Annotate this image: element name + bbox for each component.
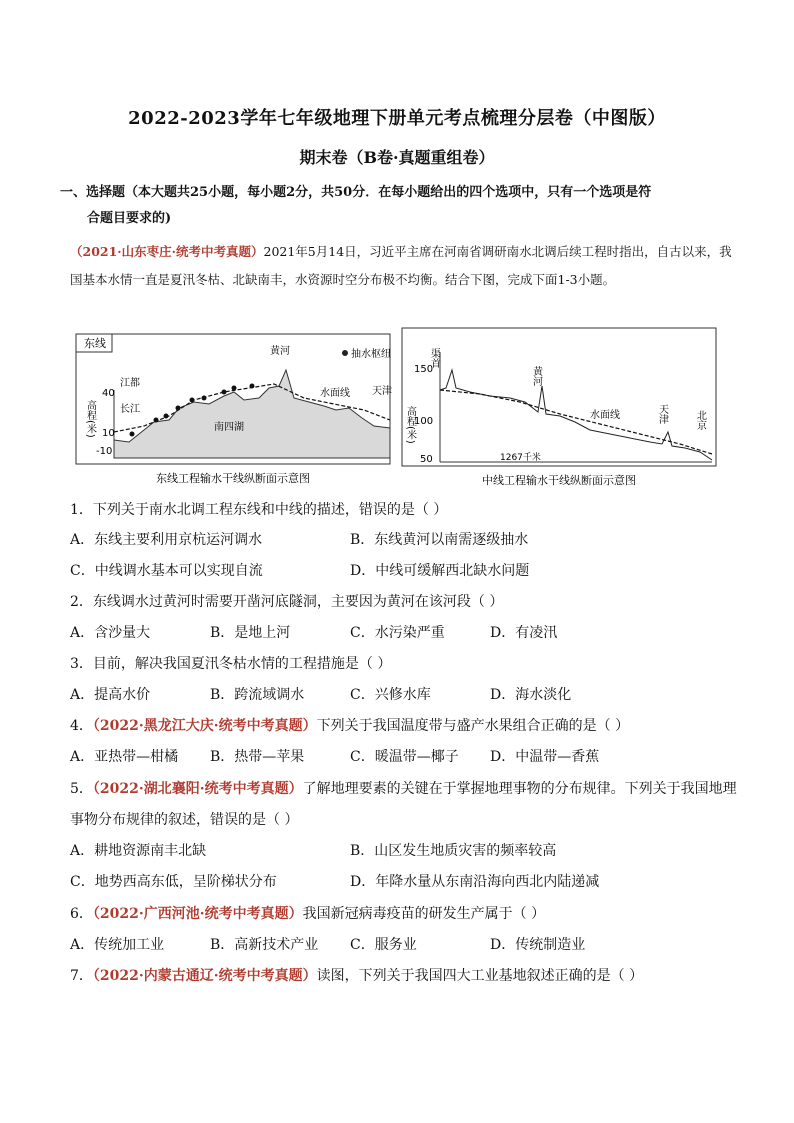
q5-number: 5． bbox=[70, 781, 93, 797]
mid-place-tianjin: 天津 bbox=[656, 404, 668, 424]
east-route-figure bbox=[74, 330, 392, 490]
section-heading bbox=[60, 180, 740, 232]
q6-option-c[interactable]: C．服务业 bbox=[350, 937, 417, 953]
q2-option-a[interactable]: A．含沙量大 bbox=[70, 625, 151, 641]
q1-option-a[interactable]: A．东线主要利用京杭运河调水 bbox=[70, 532, 263, 548]
page-subtitle: 期末卷（B卷·真题重组卷） bbox=[299, 148, 495, 167]
east-place-changjiang: 长江 bbox=[120, 404, 140, 415]
question-1-stem: 1．下列关于南水北调工程东线和中线的描述，错误的是（ ） bbox=[70, 502, 448, 518]
q4-option-a[interactable]: A．亚热带—柑橘 bbox=[70, 749, 179, 765]
intro-paragraph bbox=[70, 238, 735, 294]
q1-option-d[interactable]: D．中线可缓解西北缺水问题 bbox=[350, 563, 530, 579]
east-place-jiangdu: 江都 bbox=[120, 378, 140, 389]
q4-text: 下列关于我国温度带与盛产水果组合正确的是（ ） bbox=[316, 718, 630, 734]
question-7-stem bbox=[70, 966, 643, 986]
intro-source: （2021·山东枣庄·统考中考真题） bbox=[70, 244, 264, 259]
mid-tick-50: 50 bbox=[420, 454, 433, 465]
mid-terrain-profile bbox=[440, 370, 712, 460]
question-5-stem bbox=[70, 779, 737, 799]
east-place-nansihu: 南四湖 bbox=[214, 422, 244, 433]
q4-option-b[interactable]: B．热带—苹果 bbox=[210, 749, 305, 765]
q6-option-a[interactable]: A．传统加工业 bbox=[70, 937, 165, 953]
east-box-label: 东线 bbox=[84, 337, 106, 350]
q2-option-b[interactable]: B．是地上河 bbox=[210, 625, 291, 641]
q7-source: （2022·内蒙古通辽·统考中考真题） bbox=[92, 968, 317, 984]
q5-option-d[interactable]: D．年降水量从东南沿海向西北内陆递减 bbox=[350, 874, 600, 890]
q1-option-c[interactable]: C．中线调水基本可以实现自流 bbox=[70, 563, 263, 579]
q6-option-d[interactable]: D．传统制造业 bbox=[490, 937, 586, 953]
section-line-2: 合题目要求的) bbox=[87, 211, 172, 226]
q3-option-a[interactable]: A．提高水价 bbox=[70, 687, 151, 703]
section-line-1: 一、选择题（本大题共25小题，每小题2分，共50分．在每小题给出的四个选项中，只有一个选项是符 bbox=[60, 185, 652, 200]
mid-place-huanghe: 黄河 bbox=[530, 366, 542, 386]
mid-waterline-label: 水面线 bbox=[590, 410, 620, 421]
east-place-huanghe: 黄河 bbox=[270, 346, 290, 357]
q6-text: 我国新冠病毒疫苗的研发生产属于（ ） bbox=[302, 906, 546, 922]
east-ylabel: 高程(米) bbox=[84, 400, 96, 438]
q5-option-b[interactable]: B．山区发生地质灾害的频率较高 bbox=[350, 843, 557, 859]
east-tick-40: 40 bbox=[102, 388, 115, 399]
mid-place-beijing: 北京 bbox=[694, 410, 706, 430]
east-terrain-profile bbox=[114, 370, 390, 458]
q6-option-b[interactable]: B．高新技术产业 bbox=[210, 937, 319, 953]
intro-text: 2021年5月14日，习近平主席在河南省调研南水北调后续工程时指出，自古以来，我国基本水情一直是夏汛冬枯、北缺南丰，水资源时空分布极不均衡。结合下图，完成下面1-3小题。 bbox=[70, 244, 732, 287]
east-legend-label: 抽水枢纽 bbox=[351, 349, 391, 360]
middle-route-figure bbox=[400, 326, 718, 492]
q7-text: 读图，下列关于我国四大工业基地叙述正确的是（ ） bbox=[316, 968, 644, 984]
q7-number: 7． bbox=[70, 968, 93, 984]
east-waterline-label: 水面线 bbox=[320, 388, 350, 399]
mid-place-qushou: 渠首 bbox=[428, 348, 440, 368]
q6-number: 6． bbox=[70, 906, 93, 922]
q3-option-d[interactable]: D．海水淡化 bbox=[490, 687, 572, 703]
page-title: 2022-2023学年七年级地理下册单元考点梳理分层卷（中图版） bbox=[128, 108, 666, 129]
question-6-stem bbox=[70, 904, 545, 924]
mid-figure-caption: 中线工程输水干线纵断面示意图 bbox=[482, 474, 636, 487]
question-3-stem: 3．目前，解决我国夏汛冬枯水情的工程措施是（ ） bbox=[70, 656, 392, 672]
mid-tick-100: 100 bbox=[414, 416, 434, 427]
q2-option-c[interactable]: C．水污染严重 bbox=[350, 625, 445, 641]
q5-source: （2022·湖北襄阳·统考中考真题） bbox=[92, 781, 303, 797]
q1-option-b[interactable]: B．东线黄河以南需逐级抽水 bbox=[350, 532, 529, 548]
pump-station-legend-icon bbox=[342, 350, 348, 356]
q5-option-c[interactable]: C．地势西高东低，呈阶梯状分布 bbox=[70, 874, 277, 890]
east-tick-10: 10 bbox=[102, 428, 115, 439]
q4-source: （2022·黑龙江大庆·统考中考真题） bbox=[92, 718, 317, 734]
q4-option-c[interactable]: C．暖温带—椰子 bbox=[350, 749, 459, 765]
q3-option-b[interactable]: B．跨流域调水 bbox=[210, 687, 305, 703]
question-4-stem bbox=[70, 716, 629, 736]
q4-number: 4． bbox=[70, 718, 93, 734]
east-place-tianjin: 天津 bbox=[372, 386, 392, 397]
question-2-stem: 2．东线调水过黄河时需要开凿河底隧洞，主要因为黄河在该河段（ ） bbox=[70, 594, 504, 610]
q2-option-d[interactable]: D．有凌汛 bbox=[490, 625, 558, 641]
mid-ylabel: 高程(米) bbox=[404, 406, 416, 444]
question-5-stem-cont: 事物分布规律的叙述，错误的是（ ） bbox=[70, 812, 299, 828]
q3-option-c[interactable]: C．兴修水库 bbox=[350, 687, 431, 703]
mid-tick-150: 150 bbox=[414, 364, 434, 375]
east-figure-caption: 东线工程输水干线纵断面示意图 bbox=[156, 472, 310, 485]
q4-option-d[interactable]: D．中温带—香蕉 bbox=[490, 749, 600, 765]
mid-distance-label: 1267千米 bbox=[500, 453, 541, 463]
east-tick-neg10: -10 bbox=[96, 446, 113, 457]
q5-text: 了解地理要素的关键在于掌握地理事物的分布规律。下列关于我国地理 bbox=[302, 781, 737, 797]
q6-source: （2022·广西河池·统考中考真题） bbox=[92, 906, 303, 922]
q5-option-a[interactable]: A．耕地资源南丰北缺 bbox=[70, 843, 207, 859]
